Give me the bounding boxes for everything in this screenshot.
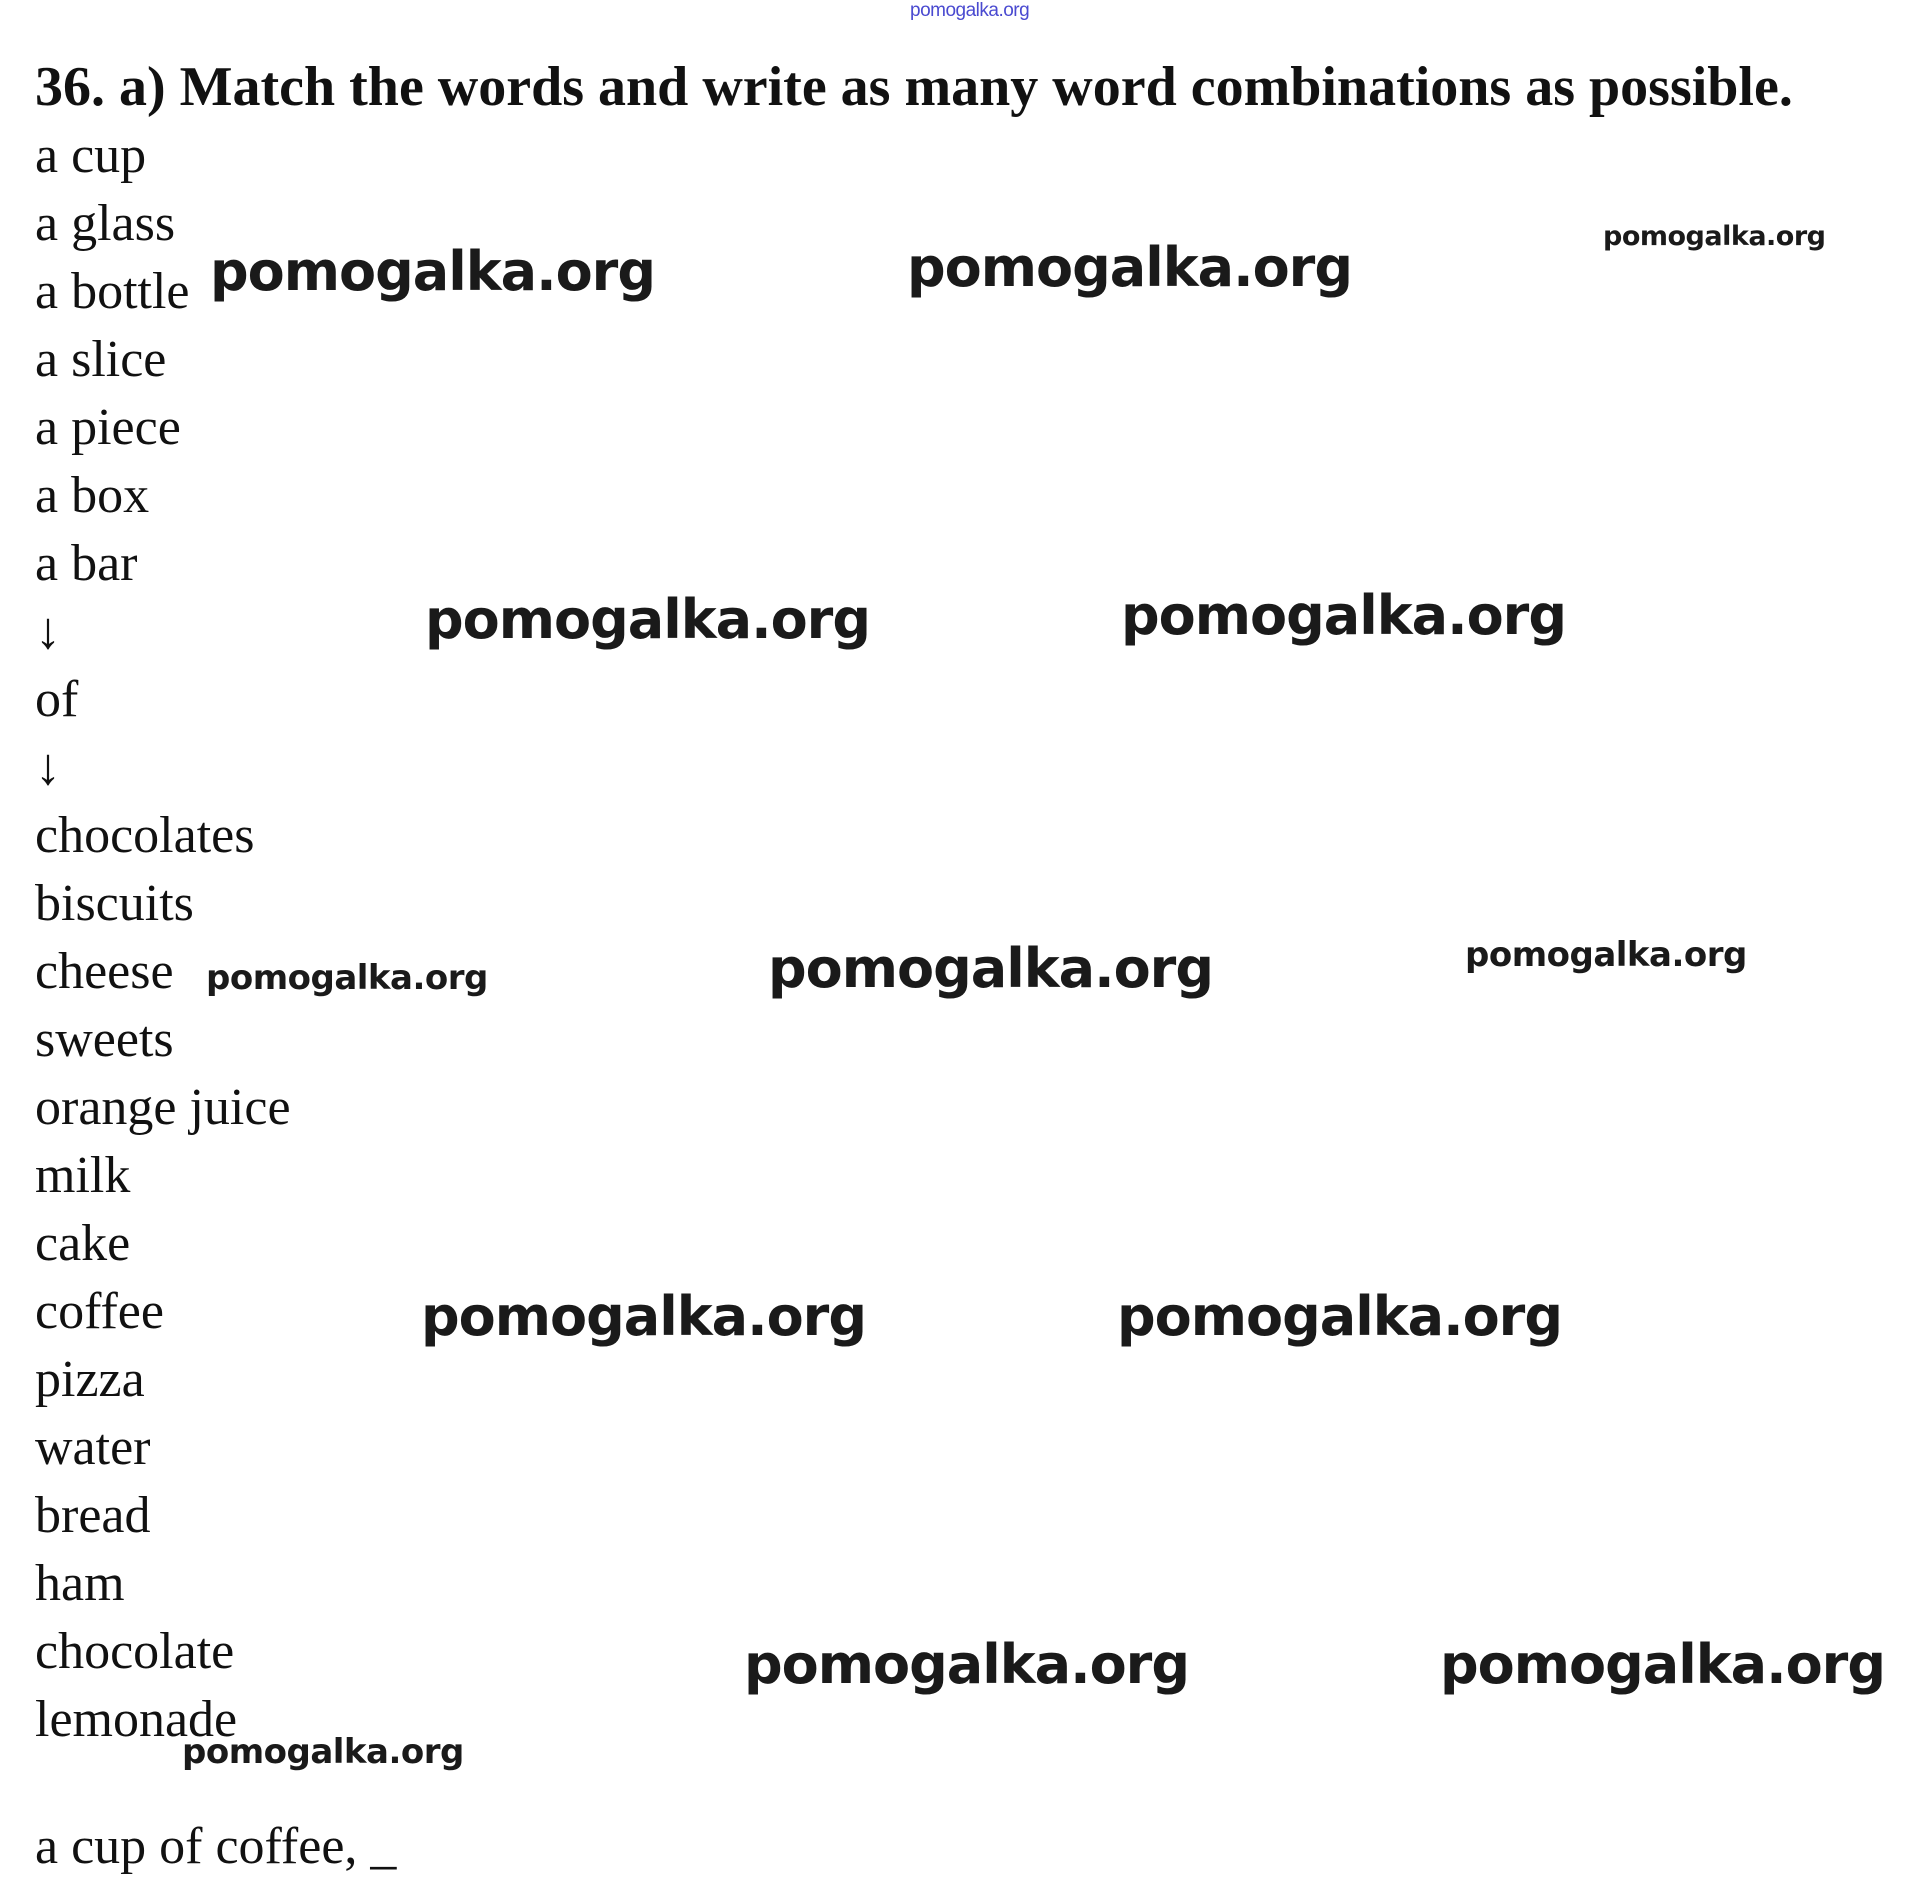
food-word: cheese bbox=[35, 943, 174, 1000]
food-word: chocolate bbox=[35, 1623, 235, 1680]
food-word: water bbox=[35, 1419, 151, 1476]
exercise-title: 36. a) Match the words and write as many word combinations as possible. bbox=[35, 56, 1793, 118]
food-word: ham bbox=[35, 1555, 125, 1612]
container-word: a bar bbox=[35, 535, 138, 592]
top-watermark: pomogalka.org bbox=[910, 0, 1030, 21]
watermark: pomogalka.org bbox=[206, 958, 488, 998]
watermark: pomogalka.org bbox=[1117, 1285, 1562, 1348]
food-word: orange juice bbox=[35, 1079, 291, 1136]
watermark: pomogalka.org bbox=[768, 937, 1213, 1000]
food-word: milk bbox=[35, 1147, 131, 1204]
watermark: pomogalka.org bbox=[907, 236, 1352, 299]
food-word: chocolates bbox=[35, 807, 255, 864]
watermark: pomogalka.org bbox=[1465, 935, 1747, 975]
watermark: pomogalka.org bbox=[421, 1285, 866, 1348]
food-word: lemonade bbox=[35, 1691, 238, 1748]
connector-word: of bbox=[35, 671, 79, 728]
answer-line: a cup of coffee, _ bbox=[35, 1818, 397, 1875]
watermark: pomogalka.org bbox=[210, 240, 655, 303]
food-word: cake bbox=[35, 1215, 131, 1272]
container-word: a bottle bbox=[35, 263, 190, 320]
food-word: biscuits bbox=[35, 875, 194, 932]
watermark: pomogalka.org bbox=[1121, 584, 1566, 647]
container-word: a box bbox=[35, 467, 150, 524]
food-word: pizza bbox=[35, 1351, 145, 1408]
container-word: a cup bbox=[35, 127, 147, 184]
down-arrow: ↓ bbox=[35, 603, 61, 660]
watermark: pomogalka.org bbox=[744, 1633, 1189, 1696]
container-word: a piece bbox=[35, 399, 181, 456]
watermark: pomogalka.org bbox=[182, 1732, 464, 1772]
food-word: coffee bbox=[35, 1283, 164, 1340]
food-word: sweets bbox=[35, 1011, 174, 1068]
container-word: a slice bbox=[35, 331, 167, 388]
food-word: bread bbox=[35, 1487, 151, 1544]
watermark: pomogalka.org bbox=[1603, 221, 1826, 252]
down-arrow: ↓ bbox=[35, 739, 61, 796]
watermark: pomogalka.org bbox=[1440, 1633, 1885, 1696]
container-word: a glass bbox=[35, 195, 176, 252]
watermark: pomogalka.org bbox=[425, 588, 870, 651]
